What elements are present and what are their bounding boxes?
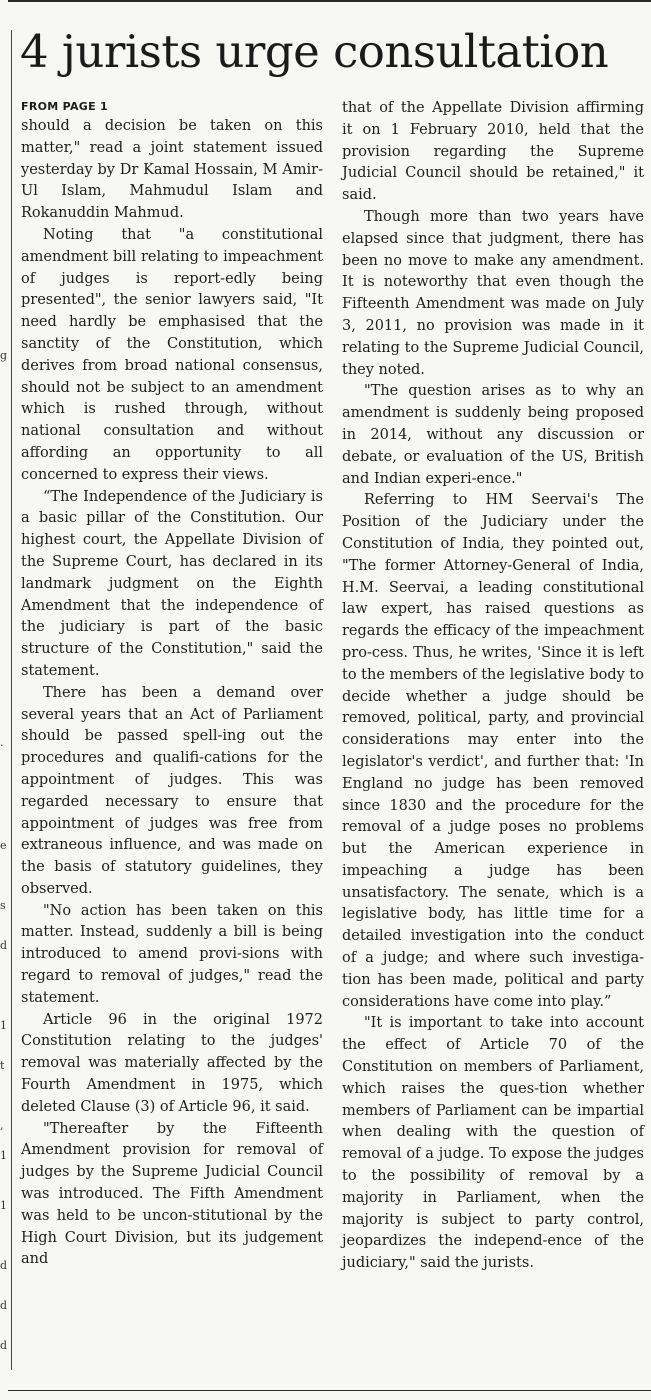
bottom-rule bbox=[8, 1390, 651, 1391]
paragraph: that of the Appellate Division affirming it on 1 February 2010, held that the provision regarding the Supreme Judicial Council should be retained," it said. bbox=[342, 100, 644, 204]
adjacent-column-edge: g · e s d 1 t , 1 1 d d d bbox=[0, 349, 8, 1352]
paragraph: "The question arises as to why an amendment is suddenly being proposed in 2014, without any discussion or debate, or evaluation of the US, British and Indian experi-ence." bbox=[342, 383, 644, 487]
article-column-left bbox=[21, 98, 323, 1271]
column-divider-left bbox=[11, 30, 12, 1370]
top-rule bbox=[8, 0, 651, 2]
paragraph: "No action has been taken on this matter. Instead, suddenly a bill is being introduced to amend provi-sions with regard to removal of judges," read the statement. bbox=[21, 902, 323, 1006]
paragraph: Referring to HM Seervai's The Position of the Judiciary under the Constitution of India, they pointed out, "The former Attorney-General of India, H.M. Seervai, a leading constitutional law expert, has raised questions as regards the efficacy of the impeachment pro-cess. Thus, he writes, 'Since it is left to the members of the legislative body to decide whether a judge should be removed, political, party, and provincial considerations may enter into the legislator's verdict', and further that: 'In England no judge has been removed since 1830 and the procedure for the removal of a judge poses no problems but the American experience in impeaching a judge has been unsatisfactory. The senate, which is a legislative body, has little time for a detailed investigation into the conduct of a judge; and where such investiga-tion has been made, political and party considerations have come into play.” bbox=[342, 492, 644, 1010]
paragraph: "Thereafter by the Fifteenth Amendment provision for removal of judges by the Supreme Judicial Council was introduced. The Fifth Amendment was held to be uncon-stitutional by the High Court Division, but its judgement and bbox=[21, 1120, 323, 1268]
headline: 4 jurists urge consultation bbox=[20, 25, 609, 78]
paragraph: “The Independence of the Judiciary is a basic pillar of the Constitution. Our highest court, the Appellate Division of the Supreme Court, has declared in its landmark judgment on the Eighth Amendment that the independence of the judiciary is part of the basic structure of the Constitution," said the statement. bbox=[21, 488, 323, 679]
article-column-right bbox=[342, 98, 644, 1275]
paragraph: Article 96 in the original 1972 Constitution relating to the judges' removal was materially affected by the Fourth Amendment in 1975, which deleted Clause (3) of Article 96, it said. bbox=[21, 1011, 323, 1115]
paragraph: "It is important to take into account the effect of Article 70 of the Constitution on members of Parliament, which raises the ques-tion whether members of Parliament can be impartial when dealing with the question of removal of a judge. To expose the judges to the possibility of removal by a majority in Parliament, when the majority is subject to party control, jeopardizes the independ-ence of the judiciary," said the jurists. bbox=[342, 1015, 644, 1272]
continuation-kicker: FROM PAGE 1 bbox=[21, 100, 109, 113]
paragraph: Noting that "a constitutional amendment bill relating to impeachment of judges is report-edly being presented", the senior lawyers said, "It need hardly be emphasised that the sanctity of the Constitution, which derives from broad national consensus, should not be subject to an amendment which is rushed through, without national consultation and without affording an opportunity to all concerned to express their views. bbox=[21, 226, 323, 483]
paragraph: There has been a demand over several years that an Act of Parliament should be passed spell-ing out the procedures and qualifi-cations for the appointment of judges. This was regarded necessary to ensure that appointment of judges was free from extraneous influence, and was made on the basis of statutory guidelines, they observed. bbox=[21, 684, 323, 897]
paragraph: Though more than two years have elapsed since that judgment, there has been no move to make any amendment. It is noteworthy that even though the Fifteenth Amendment was made on July 3, 2011, no provision was made in it relating to the Supreme Judicial Council, they noted. bbox=[342, 208, 644, 378]
paragraph: should a decision be taken on this matter," read a joint statement issued yesterday by Dr Kamal Hossain, M Amir-Ul Islam, Mahmudul Islam and Rokanuddin Mahmud. bbox=[21, 118, 323, 222]
